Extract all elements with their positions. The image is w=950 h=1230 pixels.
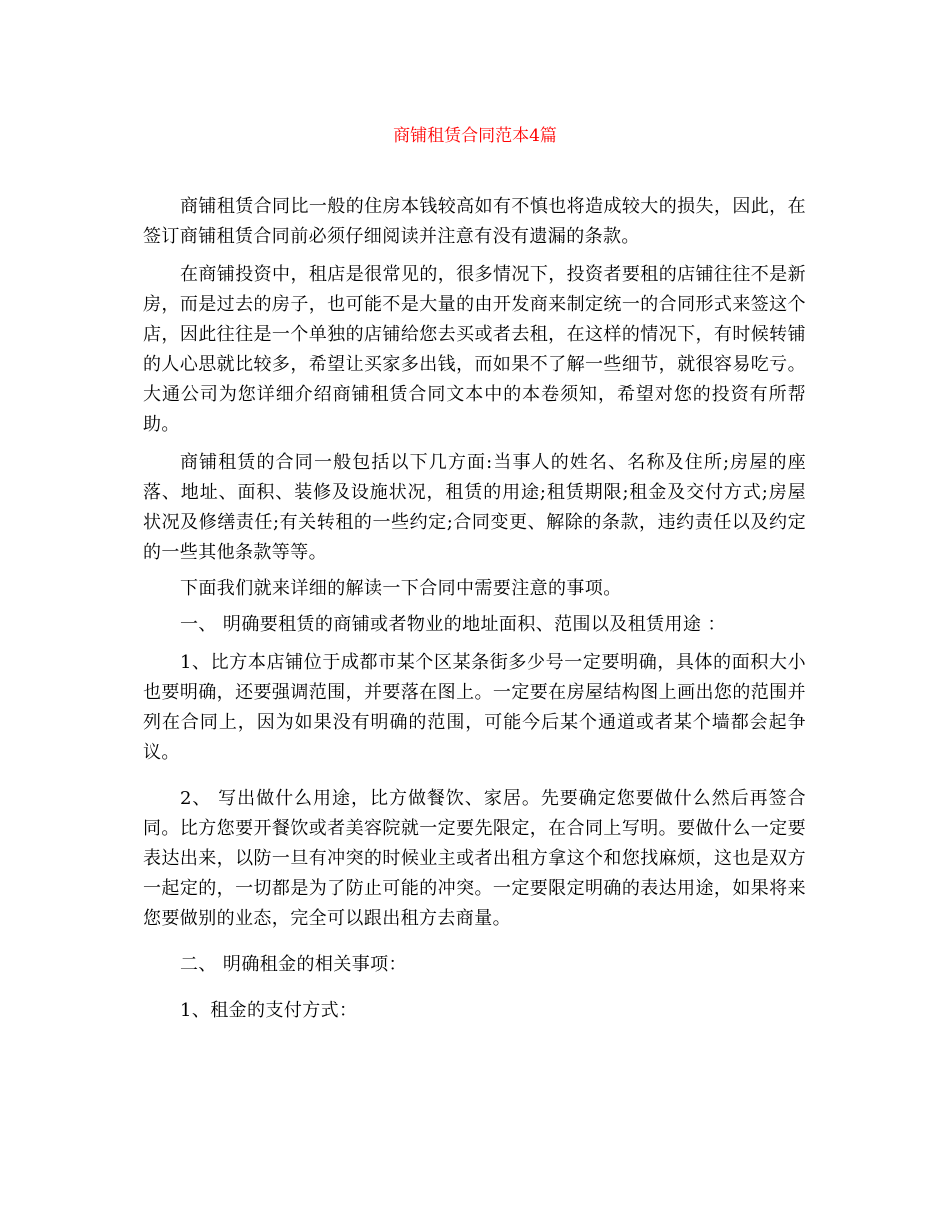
section-heading-2: 二、 明确租金的相关事项： — [180, 954, 407, 975]
section-heading-1: 一、 明确要租赁的商铺或者物业的地址面积、范围以及租赁用途 ： — [180, 614, 726, 635]
document-body — [143, 192, 806, 1026]
paragraph-intro: 商铺租赁合同比一般的住房本钱较高如有不慎也将造成较大的损失，因此，在签订商铺租赁合同前必须仔细阅读并注意有没有遗漏的条款。 — [143, 196, 806, 247]
document-title: 商铺租赁合同范本4篇 — [393, 126, 557, 146]
paragraph-transition: 下面我们就来详细的解读一下合同中需要注意的事项。 — [180, 578, 622, 599]
paragraph-contract-contents: 商铺租赁的合同一般包括以下几方面:当事人的姓名、名称及住所;房屋的座落、地址、面积、装修及设施状况，租赁的用途;租赁期限;租金及交付方式;房屋状况及修缮责任;有关转租的一些约定;合同变更、解除的条款，违约责任以及约定的一些其他条款等等。 — [143, 452, 806, 563]
paragraph-investment: 在商铺投资中，租店是很常见的，很多情况下，投资者要租的店铺往往不是新房，而是过去的房子，也可能不是大量的由开发商来制定统一的合同形式来签这个店，因此往往是一个单独的店铺给您去买或者去租，在这样的情况下，有时候转铺的人心思就比较多，希望让买家多出钱，而如果不了解一些细节，就很容易吃亏。大通公司为您详细介绍商铺租赁合同文本中的本卷须知，希望对您的投资有所帮助。 — [143, 264, 806, 435]
paragraph-item-1-2: 2、 写出做什么用途，比方做餐饮、家居。先要确定您要做什么然后再签合同。比方您要开餐饮或者美容院就一定要先限定，在合同上写明。要做什么一定要表达出来，以防一旦有冲突的时候业主或者出租方拿这个和您找麻烦，这也是双方一起定的，一切都是为了防止可能的冲突。一定要限定明确的表达用途，如果将来您要做别的业态，完全可以跟出租方去商量。 — [143, 788, 806, 929]
paragraph-item-1-1: 1、比方本店铺位于成都市某个区某条街多少号一定要明确，具体的面积大小也要明确，还要强调范围，并要落在图上。一定要在房屋结构图上画出您的范围并列在合同上，因为如果没有明确的范围，可能今后某个通道或者某个墙都会起争议。 — [143, 652, 806, 763]
paragraph-item-2-1: 1、租金的支付方式： — [180, 1000, 358, 1021]
